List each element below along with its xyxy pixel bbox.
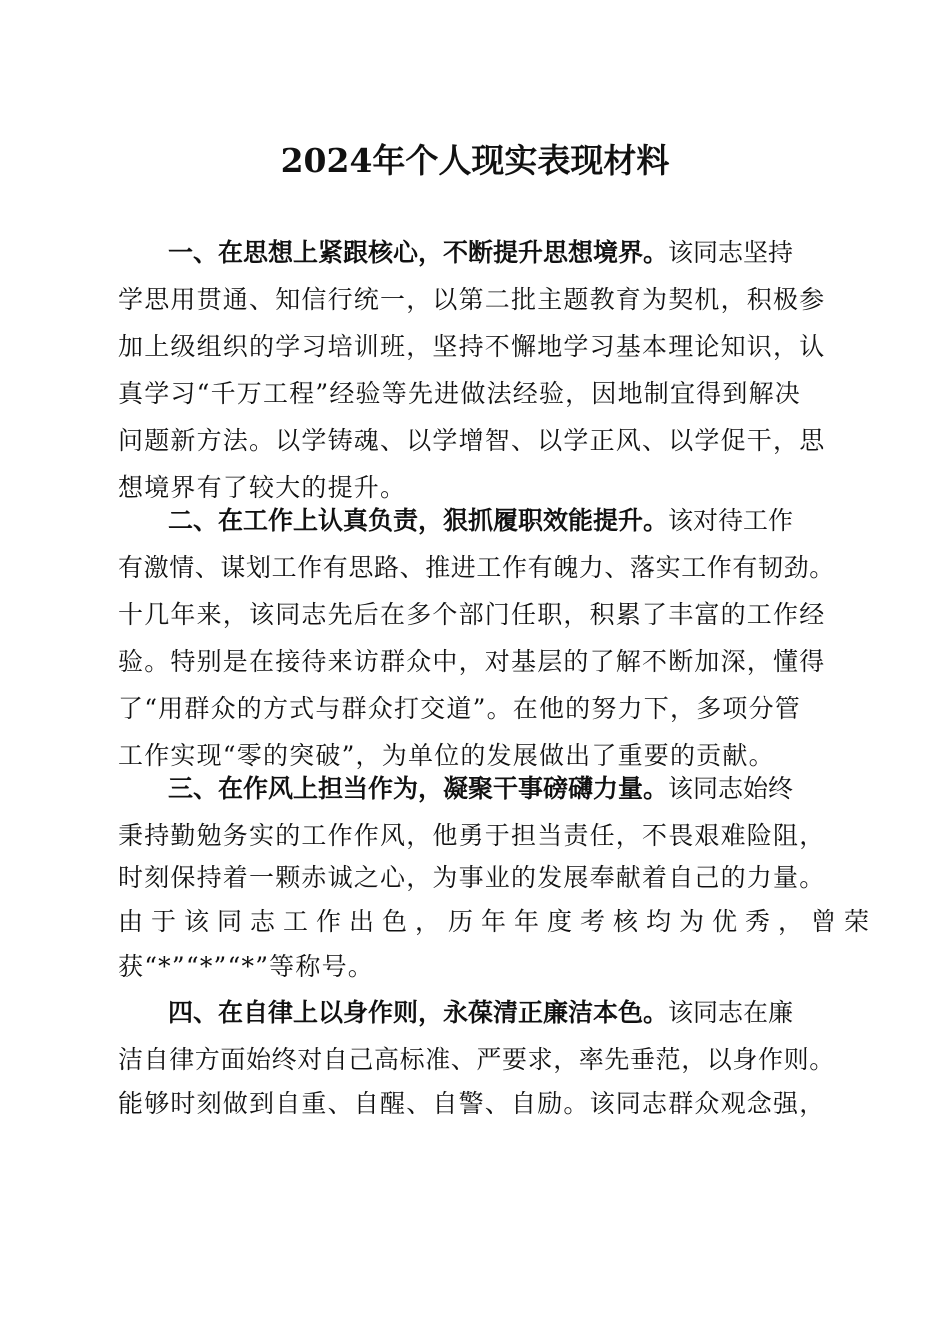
paragraph-line: 获“*”“*”“*”等称号。 [118, 952, 374, 981]
paragraph-line: 该同志始终 [668, 774, 794, 803]
paragraph-line: 洁自律方面始终对自己高标准、严要求，率先垂范，以身作则。 [118, 1045, 835, 1074]
paragraph-line: 有激情、谋划工作有思路、推进工作有魄力、落实工作有韧劲。 [118, 553, 835, 582]
paragraph-line: 能够时刻做到自重、自醒、自警、自励。该同志群众观念强， [118, 1089, 826, 1118]
paragraph-line: 真学习“千万工程”经验等先进做法经验，因地制宜得到解决 [118, 379, 801, 408]
paragraph-line: 该同志坚持 [668, 238, 794, 267]
paragraph-line: 想境界有了较大的提升。 [118, 473, 407, 502]
section-1-heading: 一、在思想上紧跟核心，不断提升思想境界。 [168, 238, 669, 267]
document-title: 2024年个人现实表现材料 [280, 141, 670, 180]
paragraph-line: 该同志在廉 [668, 998, 794, 1027]
paragraph-line: 由于该同志工作出色，历年年度考核均为优秀，曾荣 [118, 907, 878, 936]
paragraph-line: 学思用贯通、知信行统一，以第二批主题教育为契机，积极参 [118, 285, 826, 314]
paragraph-line: 时刻保持着一颗赤诚之心，为事业的发展奉献着自己的力量。 [118, 863, 826, 892]
section-1-first-line [168, 230, 793, 276]
section-4-first-line [168, 990, 793, 1036]
paragraph-line: 工作实现“零的突破”，为单位的发展做出了重要的贡献。 [118, 741, 775, 770]
section-3-heading: 三、在作风上担当作为，凝聚干事磅礴力量。 [168, 774, 669, 803]
paragraph-line: 十几年来，该同志先后在多个部门任职，积累了丰富的工作经 [118, 600, 826, 629]
section-3-first-line [168, 766, 793, 812]
paragraph-line: 秉持勤勉务实的工作作风，他勇于担当责任，不畏艰难险阻， [118, 821, 826, 850]
section-2-heading: 二、在工作上认真负责，狠抓履职效能提升。 [168, 506, 669, 535]
paragraph-line: 了“用群众的方式与群众打交道”。在他的努力下，多项分管 [118, 694, 801, 723]
paragraph-line: 验。特别是在接待来访群众中，对基层的了解不断加深，懂得 [118, 647, 826, 676]
paragraph-line: 问题新方法。以学铸魂、以学增智、以学正风、以学促干，思 [118, 426, 826, 455]
paragraph-line: 该对待工作 [668, 506, 794, 535]
section-2-first-line [168, 498, 793, 544]
paragraph-line: 加上级组织的学习培训班，坚持不懈地学习基本理论知识，认 [118, 332, 826, 361]
section-4-heading: 四、在自律上以身作则，永葆清正廉洁本色。 [168, 998, 669, 1027]
